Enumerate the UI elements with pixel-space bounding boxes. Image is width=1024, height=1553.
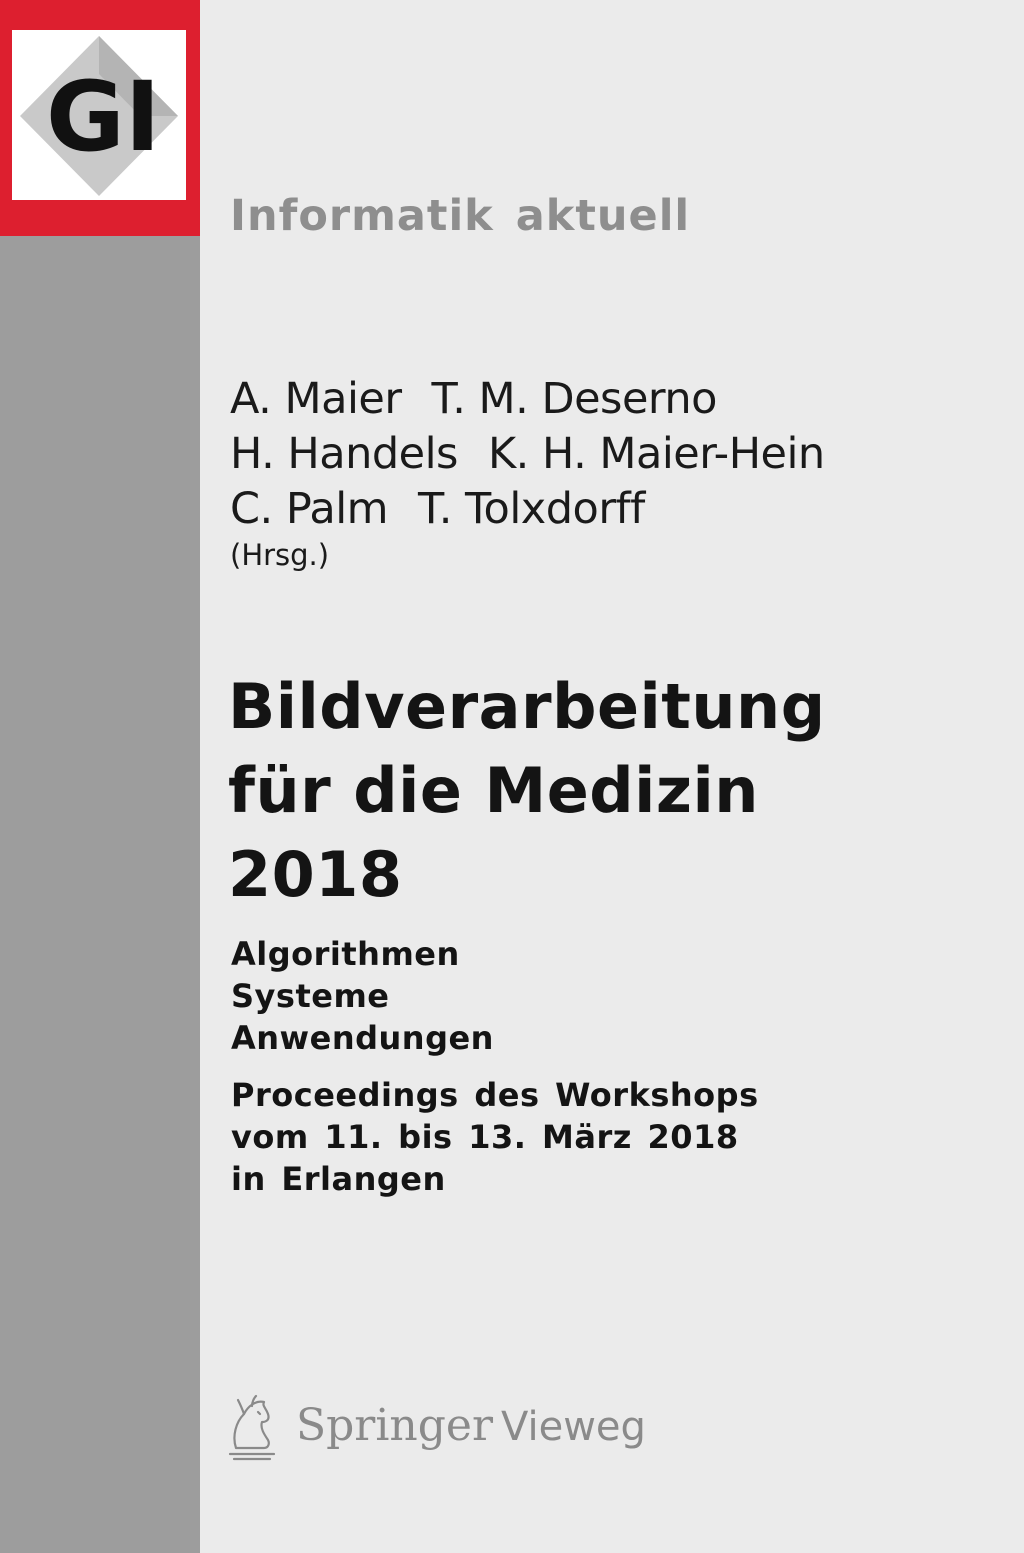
publisher-imprint: Vieweg xyxy=(501,1404,646,1450)
editor-name: C. Palm xyxy=(230,484,389,534)
editor-line-3 xyxy=(230,482,990,537)
editor-line-2 xyxy=(230,427,990,482)
springer-horse-icon xyxy=(222,1392,282,1464)
editor-name: A. Maier xyxy=(230,374,402,424)
subtitle-line: Anwendungen xyxy=(231,1019,494,1057)
editors-block xyxy=(230,372,990,573)
gi-logo-panel xyxy=(12,30,186,200)
editor-name: K. H. Maier-Hein xyxy=(487,429,825,479)
gi-logo-text: GI xyxy=(46,61,161,173)
publisher-springer: Springer xyxy=(296,1400,493,1451)
editor-name: H. Handels xyxy=(230,429,458,479)
subtitle-line: Algorithmen xyxy=(231,935,460,973)
editors-role: (Hrsg.) xyxy=(230,538,330,572)
book-title-line: Bildverarbeitung xyxy=(228,670,826,743)
proceedings-line: in Erlangen xyxy=(231,1160,446,1198)
proceedings-line: vom 11. bis 13. März 2018 xyxy=(231,1118,739,1156)
book-title xyxy=(228,665,826,917)
book-subtitle xyxy=(231,933,494,1059)
subtitle-line: Systeme xyxy=(231,977,390,1015)
book-title-line: 2018 xyxy=(228,838,403,911)
publisher-logo xyxy=(222,1392,662,1464)
gi-logo-block xyxy=(0,0,200,236)
editor-line-1 xyxy=(230,372,990,427)
proceedings-info xyxy=(231,1074,759,1200)
publisher-name xyxy=(296,1400,646,1453)
book-title-line: für die Medizin xyxy=(228,754,759,827)
gi-logo-icon xyxy=(12,30,186,200)
editor-name: T. M. Deserno xyxy=(431,374,717,424)
editor-name: T. Tolxdorff xyxy=(418,484,645,534)
proceedings-line: Proceedings des Workshops xyxy=(231,1076,759,1114)
series-title: Informatik aktuell xyxy=(230,191,691,241)
